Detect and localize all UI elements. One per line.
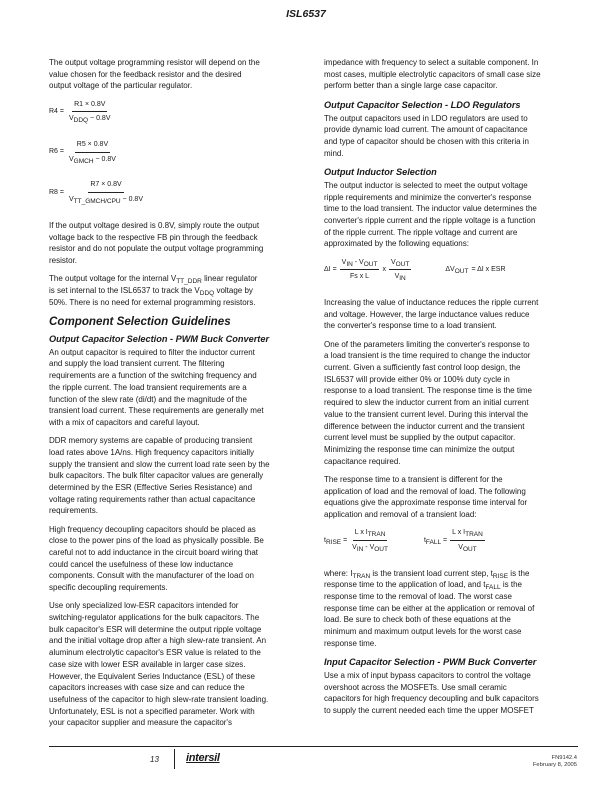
text-run: mind. <box>324 148 344 158</box>
text-line <box>324 409 586 421</box>
numerator <box>450 527 485 541</box>
fraction <box>389 257 411 283</box>
text-run: R4 = <box>49 107 64 115</box>
paragraph <box>324 297 586 332</box>
subscript: DDQ <box>199 289 215 297</box>
text-run: a load transient is the time required to change the inductor <box>324 351 531 361</box>
fraction <box>350 527 390 553</box>
equation-text: = ΔI x ESR <box>471 265 506 273</box>
text-line <box>324 350 586 362</box>
subscript: TT_GMCH/CPU <box>73 198 121 206</box>
text-run: R7 × 0.8V <box>90 181 122 189</box>
text-run: bulk capacitors. The bulk filter capacitor values are generally <box>49 471 264 481</box>
text-run: V <box>394 273 400 281</box>
text-line <box>49 297 311 309</box>
text-run: load. Be sure to check both of these equations at the <box>324 615 511 625</box>
paragraph <box>49 435 311 517</box>
text-line <box>324 136 586 148</box>
text-run: Minimizing the response time can minimize the output <box>324 444 515 454</box>
text-line <box>49 447 311 459</box>
text-run: of the ripple current. The ripple voltage and current are <box>324 227 518 237</box>
text-run: perform better than a single large case capacitor. <box>324 81 498 91</box>
equation-item <box>324 257 411 283</box>
text-line <box>49 435 311 447</box>
subsection-heading: Output Capacitor Selection - LDO Regulators <box>324 99 521 110</box>
subscript: FALL <box>485 584 501 592</box>
text-line <box>324 69 586 81</box>
text-line <box>324 124 586 136</box>
denominator <box>393 270 408 283</box>
text-run: equations give the approximate response time interval for <box>324 498 528 508</box>
text-run: If the output voltage desired is 0.8V, simply route the output <box>49 220 260 230</box>
text-run: The output voltage programming resistor will depend on the <box>49 58 260 67</box>
text-run: transient load current. These requirements are generally met <box>49 406 264 416</box>
text-line <box>324 444 586 456</box>
text-line <box>324 474 586 486</box>
text-line <box>49 524 311 536</box>
paragraph <box>324 180 586 250</box>
document-date: February 8, 2005 <box>532 762 577 768</box>
paragraph <box>49 524 311 594</box>
text-run: current level must be supplied by the output capacitor. <box>324 433 516 443</box>
text-run: load rates above 1A/ns. High frequency capacitors initially <box>49 447 254 457</box>
text-run: The response time to a transient is different for the <box>324 474 503 484</box>
text-run: Unfortunately, ESL is not a specified parameter. Work with <box>49 706 255 716</box>
fraction <box>67 99 113 125</box>
text-run: ΔI = <box>324 265 337 273</box>
text-run: response time. <box>324 638 377 648</box>
text-run: = <box>341 536 348 544</box>
text-line <box>324 456 586 468</box>
text-run: requirements. <box>49 506 98 516</box>
equation-item <box>49 179 145 205</box>
text-line <box>324 397 586 409</box>
text-line <box>49 535 311 547</box>
text-line <box>49 382 311 394</box>
text-run: V <box>352 543 357 551</box>
text-line <box>324 57 586 69</box>
footer-separator <box>174 749 175 769</box>
denominator <box>350 541 390 554</box>
text-run: DDR memory systems are capable of producing transient <box>49 436 253 446</box>
equation-text: x <box>382 265 386 273</box>
text-run: The output voltage for the internal V <box>49 274 177 284</box>
text-line <box>49 80 311 92</box>
text-run: t <box>324 536 326 544</box>
text-run: Fs x L <box>350 273 370 281</box>
numerator <box>75 139 110 153</box>
text-run: 50%. There is no need for external programming resistors. <box>49 297 256 307</box>
text-run: V <box>68 196 74 204</box>
section-heading: Component Selection Guidelines <box>49 314 231 328</box>
text-run: with a mix of capacitors and careful layout. <box>49 417 200 427</box>
text-line <box>49 659 311 671</box>
text-run: V <box>390 258 396 266</box>
text-line <box>324 80 586 92</box>
intersil-logo: intersil <box>186 752 220 764</box>
text-line <box>49 706 311 718</box>
text-line <box>49 394 311 406</box>
paragraph <box>49 273 311 308</box>
text-run: minimum and maximum output levels for the worst case <box>324 627 522 637</box>
text-line <box>49 647 311 659</box>
document-number: FN9142.4 <box>551 755 577 761</box>
equation-lhs <box>49 187 64 199</box>
text-run: One of the parameters limiting the converter's response to <box>324 339 530 349</box>
paragraph <box>49 57 311 92</box>
denominator <box>348 270 371 283</box>
equation <box>49 179 311 205</box>
paragraph <box>324 57 586 92</box>
denominator <box>67 153 118 166</box>
numerator <box>88 179 123 193</box>
text-run: voltage back to the respective FB pin through the feedback <box>49 232 258 242</box>
text-run: - V <box>352 258 364 266</box>
text-line <box>49 470 311 482</box>
text-run: specific decoupling requirements. <box>49 583 168 593</box>
subscript: IN <box>399 275 406 283</box>
text-run: R1 × 0.8V <box>74 100 106 108</box>
denominator <box>456 541 478 554</box>
text-line <box>324 591 586 603</box>
text-run: determined by the ESR (Effective Series Resistance) and <box>49 482 253 492</box>
text-line <box>324 509 586 521</box>
text-line <box>49 482 311 494</box>
text-run: where: I <box>324 568 353 578</box>
text-line <box>49 682 311 694</box>
page-number: 13 <box>150 755 159 764</box>
text-line <box>324 339 586 351</box>
equation-lhs <box>324 264 337 276</box>
text-line <box>49 612 311 624</box>
text-run: current. Given a sufficiently fast control loop design, the <box>324 363 521 373</box>
text-line <box>324 320 586 332</box>
text-line <box>49 600 311 612</box>
text-line <box>49 635 311 647</box>
text-run: capacitors increases with case size and can reduce the <box>49 683 245 693</box>
subscript: OUT <box>454 267 469 275</box>
subsection-heading: Output Capacitor Selection - PWM Buck Converter <box>49 333 270 344</box>
text-line <box>324 227 586 239</box>
text-run: response time can be either at the application or removal of <box>324 603 535 613</box>
paragraph <box>324 568 586 650</box>
text-line <box>49 671 311 683</box>
text-run: resistor. <box>49 255 78 265</box>
subscript: OUT <box>363 260 378 268</box>
text-line <box>49 505 311 517</box>
text-run: careful not to add inductance in the circuit board wiring that <box>49 548 259 557</box>
paragraph <box>324 670 586 717</box>
text-run: R6 = <box>49 148 64 156</box>
text-run: the converter's response time to a load transient. <box>324 321 497 331</box>
text-run: - V <box>363 543 375 551</box>
text-line <box>324 238 586 250</box>
equation-lhs <box>49 106 64 118</box>
text-run: is set internal to the ISL6537 to track the V <box>49 285 200 295</box>
subscript: GMCH <box>73 157 94 165</box>
text-line <box>324 568 586 580</box>
text-line <box>324 614 586 626</box>
subscript: IN <box>356 545 364 553</box>
text-line <box>49 624 311 636</box>
denominator <box>67 193 145 206</box>
text-run: resistor and do not populate the output voltage programming <box>49 244 264 254</box>
subscript: FALL <box>425 538 442 546</box>
text-run: R5 × 0.8V <box>76 141 109 149</box>
subscript: OUT <box>374 545 388 553</box>
text-run: could cancel the usefulness of these low inductance <box>49 559 234 569</box>
text-run: is the <box>508 568 530 578</box>
text-run: − 0.8V <box>88 115 111 123</box>
text-line <box>49 285 311 297</box>
left-column <box>49 57 311 736</box>
text-line <box>324 297 586 309</box>
text-run: − 0.8V <box>93 155 116 163</box>
text-run: capacitance required. <box>324 456 401 466</box>
subscript: TT_DDR <box>176 278 202 286</box>
numerator <box>340 257 380 271</box>
paragraph <box>49 220 311 267</box>
text-line <box>324 579 586 591</box>
subsection-heading: Output Inductor Selection <box>324 166 437 177</box>
subsection-heading: Input Capacitor Selection - PWM Buck Converter <box>324 657 537 668</box>
text-line <box>49 273 311 285</box>
subscript: TRAN <box>465 531 483 539</box>
text-line <box>49 243 311 255</box>
text-line <box>49 547 311 559</box>
text-run: converter's ripple current and the ripple voltage is a function <box>324 216 536 226</box>
text-line <box>324 638 586 650</box>
text-line <box>49 220 311 232</box>
text-run: required to slew the inductor current from an initial current <box>324 398 529 408</box>
text-line <box>324 497 586 509</box>
subscript: RISE <box>325 538 342 546</box>
text-line <box>324 215 586 227</box>
paragraph <box>324 339 586 468</box>
footer-rule <box>49 746 578 747</box>
text-line <box>49 370 311 382</box>
numerator <box>389 257 411 271</box>
text-line <box>49 582 311 594</box>
text-line <box>324 192 586 204</box>
paragraph <box>324 113 586 160</box>
text-line <box>324 682 586 694</box>
text-run: and type of capacitor should be chosen with this criteria in <box>324 137 530 147</box>
text-run: usefulness of the capacitor to high slew-rate transient loading. <box>49 694 269 704</box>
subscript: TRAN <box>352 572 371 580</box>
text-run: is the transient load current step, t <box>370 568 493 578</box>
equation <box>324 257 586 283</box>
equation-lhs <box>49 146 64 158</box>
text-run: function of the slew rate (di/dt) and the magnitude of the <box>49 394 247 404</box>
text-run: and voltage. However, the large inductance values reduce <box>324 309 530 319</box>
fraction <box>340 257 380 283</box>
subscript: OUT <box>462 545 477 553</box>
text-run: bulk capacitor's ESR will determine the output ripple voltage <box>49 624 262 634</box>
text-run: response to a load transient. The response time is the time <box>324 386 532 396</box>
equation-item <box>424 527 485 553</box>
text-line <box>49 694 311 706</box>
text-line <box>324 374 586 386</box>
text-run: is the <box>500 580 522 590</box>
text-run: components. Consult with the manufacturer of the load on <box>49 571 255 581</box>
page-header-title: ISL6537 <box>286 8 326 20</box>
fraction <box>450 527 485 553</box>
text-run: capacitors for high frequency decoupling and bulk capacitors <box>324 694 539 704</box>
equation <box>49 139 311 165</box>
text-line <box>49 405 311 417</box>
text-line <box>49 717 311 729</box>
numerator <box>353 527 388 541</box>
text-run: L x I <box>452 529 466 537</box>
text-run: application and removal of a transient load: <box>324 510 477 519</box>
text-run: Increasing the value of inductance reduces the ripple current <box>324 298 539 308</box>
text-run: − 0.8V <box>120 196 143 204</box>
text-run: voltage rating requirements rather than actual capacitance <box>49 494 256 504</box>
text-run: and supply the load transient current. The filtering <box>49 359 225 369</box>
text-run: linear regulator <box>201 274 258 284</box>
text-run: V <box>68 155 74 163</box>
subscript: IN <box>346 260 353 268</box>
text-run: The output inductor is selected to meet the output voltage <box>324 180 528 190</box>
text-run: overshoot across the MOSFETs. Use small ceramic <box>324 682 507 692</box>
equation <box>49 99 311 125</box>
text-line <box>324 180 586 192</box>
text-line <box>324 603 586 615</box>
text-line <box>49 69 311 81</box>
fraction <box>67 179 145 205</box>
text-run: the ripple current. The load transient requirements are a <box>49 382 247 392</box>
text-line <box>324 362 586 374</box>
text-line <box>49 232 311 244</box>
text-run: application of load and the removal of load. The following <box>324 486 526 496</box>
equation-item <box>445 264 505 276</box>
text-run: Use a mix of input bypass capacitors to control the voltage <box>324 671 531 681</box>
text-run: value chosen for the feedback resistor and the desired <box>49 69 242 79</box>
text-line <box>324 693 586 705</box>
subscript: DDQ <box>73 117 89 125</box>
text-run: ripple requirements and minimize the converter's response <box>324 192 532 202</box>
text-run: response time to the removal of load. The worst case <box>324 592 512 602</box>
text-run: aluminum electrolytic capacitor's ESR value is related to the <box>49 648 261 658</box>
text-line <box>49 570 311 582</box>
text-line <box>49 494 311 506</box>
text-run: impedance with frequency to select a suitable component. In <box>324 58 539 67</box>
text-run: The output capacitors used in LDO regulators are used to <box>324 113 528 123</box>
text-run: ΔV <box>445 265 455 273</box>
text-run: most cases, multiple electrolytic capacitors of small case size <box>324 69 541 79</box>
equation-item <box>324 527 390 553</box>
equation-item <box>49 99 113 125</box>
text-run: response time to the application of load, and t <box>324 580 486 590</box>
fraction <box>67 139 118 165</box>
text-run: provide dynamic load current. The amount of capacitance <box>324 125 528 135</box>
text-line <box>324 432 586 444</box>
text-line <box>49 559 311 571</box>
equation-item <box>49 139 118 165</box>
text-run: value to the transient current level. During this interval the <box>324 409 529 419</box>
text-run: difference between the inductor current and the transient <box>324 421 525 431</box>
text-run: and the initial voltage drop after a high slew-rate transient. An <box>49 636 267 646</box>
text-run: voltage by <box>214 285 253 295</box>
text-line <box>49 459 311 471</box>
text-run: supply the transient and slow the current load rate seen by the <box>49 459 270 469</box>
text-run: V <box>341 258 347 266</box>
text-run: = <box>441 536 448 544</box>
text-run: V <box>458 543 463 551</box>
equation-lhs <box>445 264 468 276</box>
paragraph <box>49 347 311 429</box>
text-line <box>324 113 586 125</box>
text-line <box>49 347 311 359</box>
text-line <box>324 421 586 433</box>
document-info <box>533 755 577 769</box>
text-run: An output capacitor is required to filter the inductor current <box>49 347 255 357</box>
numerator <box>72 99 107 113</box>
equation <box>324 527 586 553</box>
text-run: case size with lower ESR available in larger case sizes. <box>49 659 246 669</box>
text-run: However, the Equivalent Series Inductance (ESL) of these <box>49 671 255 681</box>
subscript: TRAN <box>367 531 386 539</box>
text-run: V <box>68 115 74 123</box>
text-run: output voltage of the particular regulator. <box>49 81 193 91</box>
text-run: switching-regulator applications for the bulk capacitors. The <box>49 613 260 623</box>
text-run: High frequency decoupling capacitors should be placed as <box>49 524 256 534</box>
text-line <box>49 358 311 370</box>
text-line <box>49 417 311 429</box>
text-run: t <box>423 536 426 544</box>
paragraph <box>49 600 311 729</box>
text-line <box>324 670 586 682</box>
subscript: OUT <box>395 260 410 268</box>
text-line <box>324 705 586 717</box>
text-run: time to the load transient. The inductor value determines the <box>324 204 537 214</box>
text-run: approximated by the following equations: <box>324 239 469 249</box>
text-run: ISL6537 will provide either 0% or 100% duty cycle in <box>324 374 510 384</box>
text-run: Use only specialized low-ESR capacitors intended for <box>49 601 239 611</box>
denominator <box>67 112 113 125</box>
text-run: requirements are a function of the switching frequency and <box>49 371 257 381</box>
text-line <box>324 309 586 321</box>
text-run: to supply the current needed each time the upper MOSFET <box>324 706 534 716</box>
equation-lhs <box>324 535 347 547</box>
text-line <box>324 148 586 160</box>
text-line <box>324 486 586 498</box>
text-line <box>324 385 586 397</box>
text-run: your capacitor supplier and measure the capacitor's <box>49 718 232 728</box>
paragraph <box>324 474 586 521</box>
text-line <box>49 255 311 267</box>
text-line <box>324 626 586 638</box>
text-run: L x I <box>354 529 368 537</box>
right-column <box>324 57 586 723</box>
subscript: RISE <box>492 572 509 580</box>
text-line <box>324 203 586 215</box>
equation-lhs <box>424 535 447 547</box>
text-run: close to the power pins of the load as physically possible. Be <box>49 536 264 546</box>
text-run: R8 = <box>49 188 64 196</box>
text-line <box>49 57 311 69</box>
